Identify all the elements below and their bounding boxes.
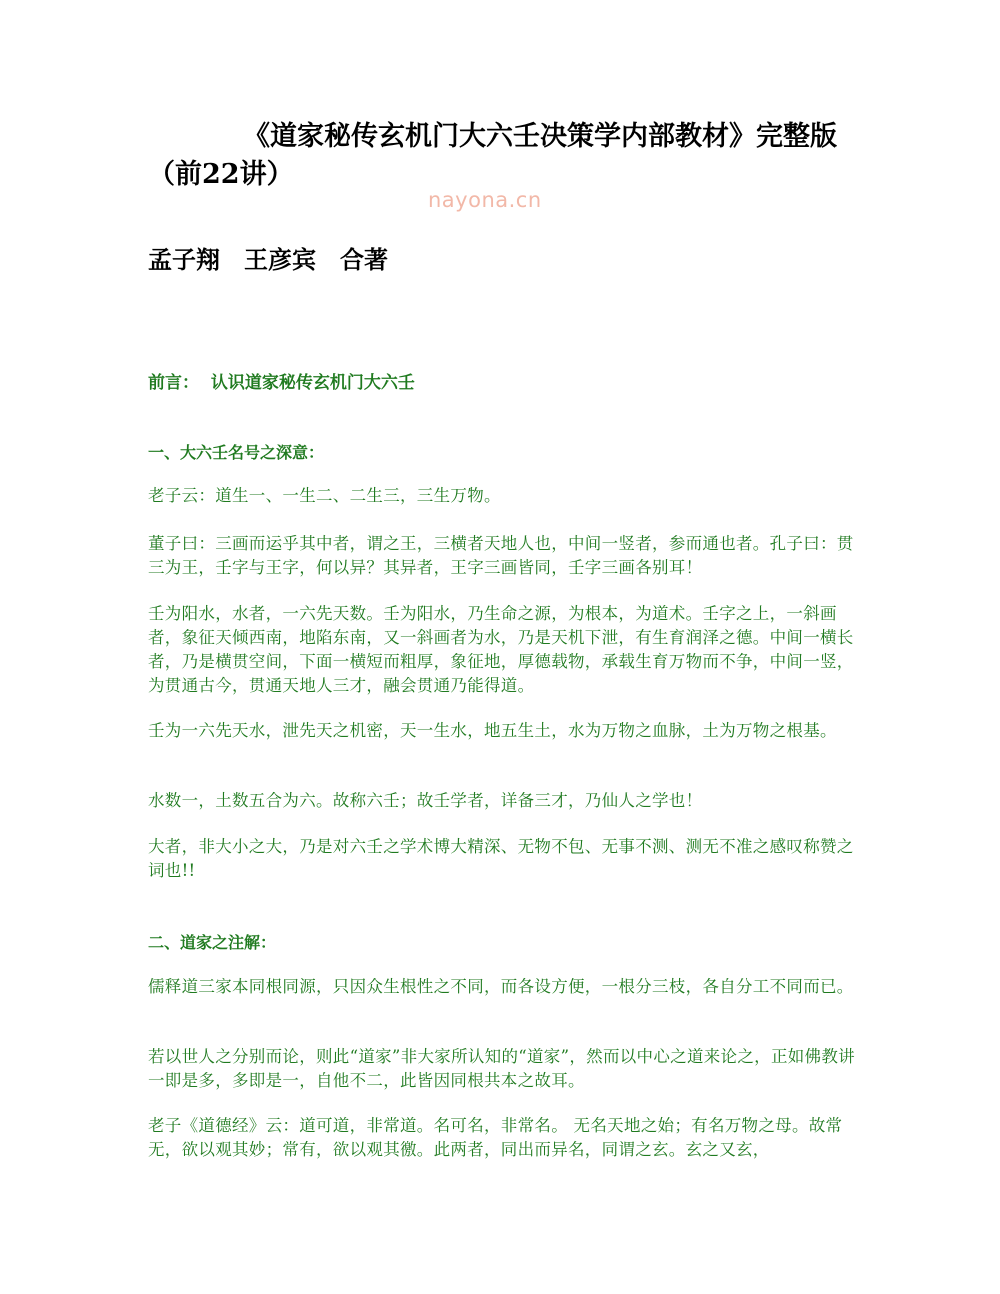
section-heading: 二、道家之注解：	[148, 933, 277, 952]
section-heading: 一、大六壬名号之深意：	[148, 443, 325, 462]
paragraph: 老子云：道生一、一生二、二生三，三生万物。	[148, 486, 501, 505]
paragraph: 儒释道三家本同根同源，只因众生根性之不同，而各设方便，一根分三枝，各自分工不同而已。	[148, 977, 854, 996]
paragraph: 水数一，土数五合为六。故称六壬；故壬学者，详备三才，乃仙人之学也！	[148, 791, 703, 810]
authors-line: 孟子翔 王彦宾 合著	[148, 245, 388, 274]
paragraph: 若以世人之分别而论，则此“道家”非大家所认知的“道家”，然而以中心之道来论之，正如佛教讲一即是多，多即是一，自他不二，此皆因同根共本之故耳。	[148, 1047, 855, 1090]
paragraph: 老子《道德经》云：道可道，非常道。名可名，非常名。 无名天地之始；有名万物之母。故常无，欲以观其妙；常有，欲以观其徼。此两者，同出而异名，同谓之玄。玄之又玄，	[148, 1116, 843, 1159]
document-title: 《道家秘传玄机门大六壬决策学内部教材》完整版（前22讲）	[148, 121, 837, 190]
watermark: nayona.cn	[428, 188, 542, 212]
paragraph: 壬为阳水，水者，一六先天数。壬为阳水，乃生命之源，为根本，为道术。壬字之上，一斜画者，象征天倾西南，地陷东南，又一斜画者为水，乃是天机下泄，有生育润泽之德。中间一横长者，乃是横贯空间，下面一横短而粗厚，象征地，厚德载物，承载生育万物而不争，中间一竖，为贯通古今，贯通天地人三才，融会贯通乃能得道。	[148, 604, 854, 695]
paragraph: 壬为一六先天水，泄先天之机密，天一生水，地五生土，水为万物之血脉，土为万物之根基。	[148, 721, 837, 740]
paragraph: 大者，非大小之大，乃是对六壬之学术博大精深、无物不包、无事不测、测无不准之感叹称赞之词也!!	[148, 837, 854, 880]
preface-heading: 前言： 认识道家秘传玄机门大六壬	[148, 373, 415, 393]
paragraph: 董子曰：三画而运乎其中者，谓之王，三横者天地人也，中间一竖者，参而通也者。孔子曰：贯三为王，壬字与王字，何以异？其异者，王字三画皆同，壬字三画各别耳！	[148, 534, 854, 577]
